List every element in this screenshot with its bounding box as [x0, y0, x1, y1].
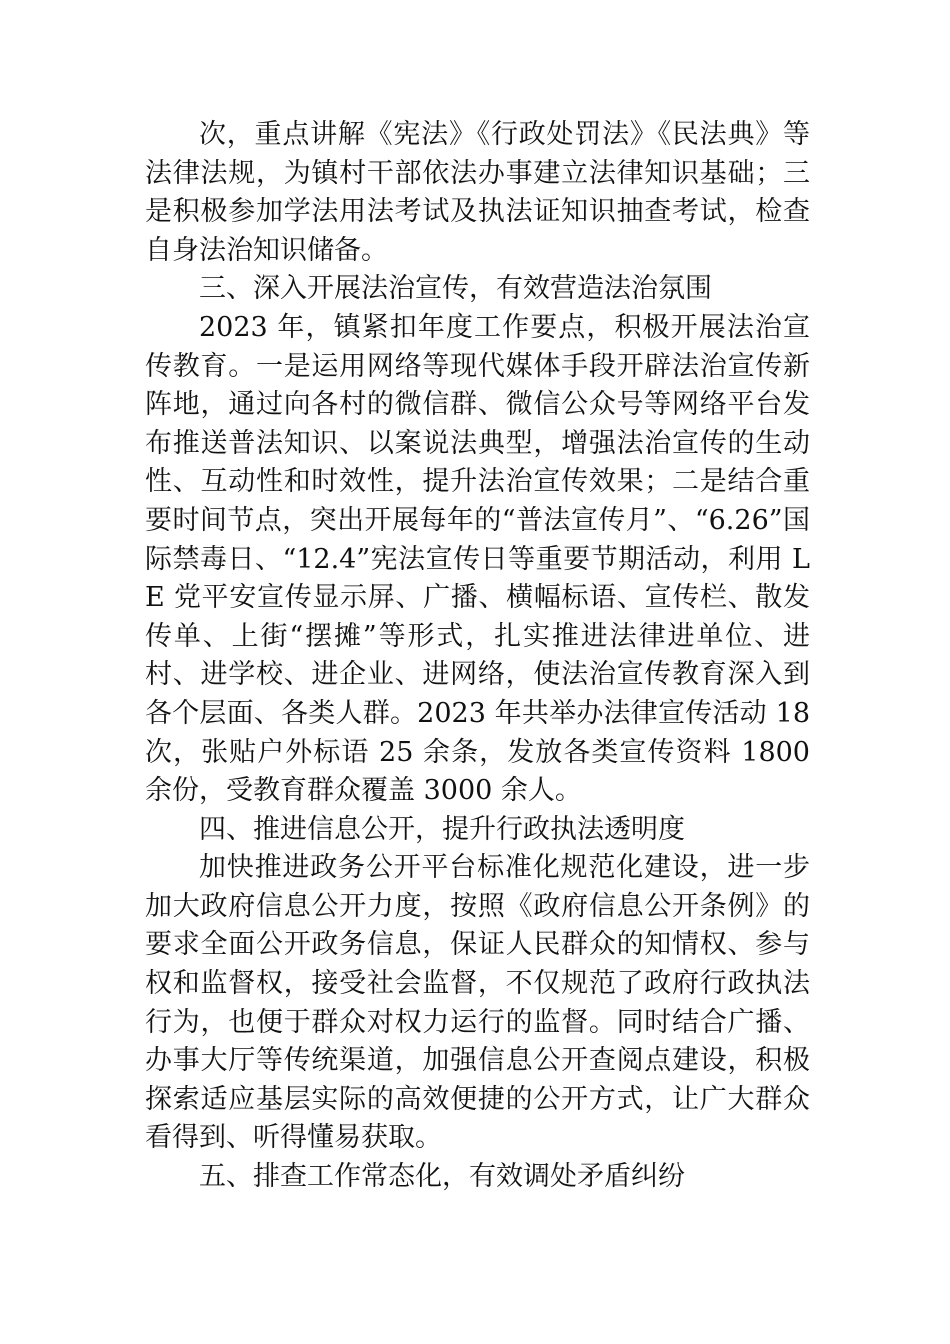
paragraph-legal-publicity: 2023 年，镇紧扣年度工作要点，积极开展法治宣传教育。一是运用网络等现代媒体手段开辟法治宣传新阵地，通过向各村的微信群、微信公众号等网络平台发布推送普法知识、以案说法典型，增强法治宣传的生动性、互动性和时效性，提升法治宣传效果；二是结合重要时间节点，突出开展每年的“普法宣传月”、“6.26”国际禁毒日、“12.4”宪法宣传日等重要节期活动，利用 LE 党平安宣传显示屏、广播、横幅标语、宣传栏、散发传单、上街“摆摊”等形式，扎实推进法律进单位、进村、进学校、进企业、进网络，使法治宣传教育深入到各个层面、各类人群。2023 年共举办法律宣传活动 18 次，张贴户外标语 25 余条，发放各类宣传资料 1800 余份，受教育群众覆盖 3000 余人。: [145, 311, 810, 807]
paragraph-continued: 次，重点讲解《宪法》《行政处罚法》《民法典》等法律法规，为镇村干部依法办事建立法律知识基础；三是积极参加学法用法考试及执法证知识抽查考试，检查自身法治知识储备。: [145, 119, 810, 266]
section-heading-four: 四、推进信息公开，提升行政执法透明度: [199, 813, 685, 845]
paragraph-information-disclosure: 加快推进政务公开平台标准化规范化建设，进一步加大政府信息公开力度，按照《政府信息公开条例》的要求全面公开政务信息，保证人民群众的知情权、参与权和监督权，接受社会监督，不仅规范了政府行政执法行为，也便于群众对权力运行的监督。同时结合广播、办事大厅等传统渠道，加强信息公开查阅点建设，积极探索适应基层实际的高效便捷的公开方式，让广大群众看得到、听得懂易获取。: [145, 852, 810, 1154]
section-heading-five: 五、排查工作常态化，有效调处矛盾纠纷: [199, 1161, 685, 1193]
section-heading-three: 三、深入开展法治宣传，有效营造法治氛围: [199, 273, 712, 305]
document-body: [145, 116, 810, 1197]
